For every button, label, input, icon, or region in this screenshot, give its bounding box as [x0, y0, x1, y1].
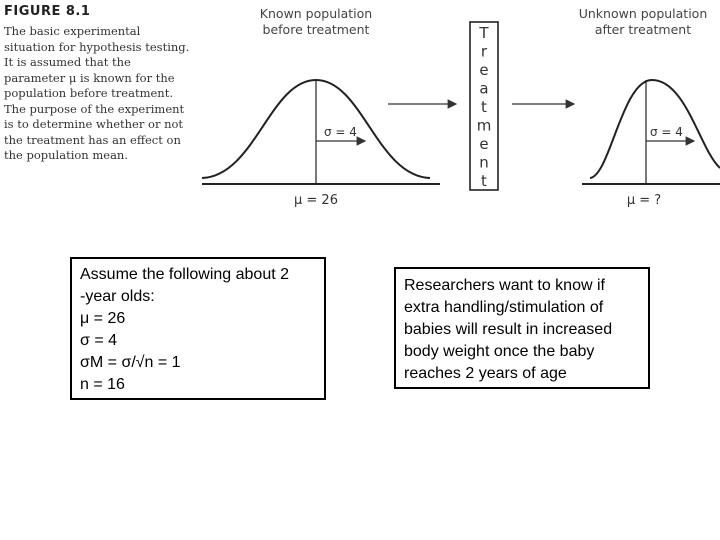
known-population-title-line2: before treatment: [262, 22, 370, 37]
treatment-letter: t: [481, 172, 487, 190]
treatment-letter: r: [480, 42, 488, 61]
assumptions-line: -year olds:: [80, 288, 155, 305]
figure-caption: The basic experimental situation for hypothesis testing. It is assumed that the parameter μ is known for the population before treatment. The purpose of the experiment is to determine whether or not the treatment has an effect on the population mean.: [4, 24, 190, 162]
unknown-population-mu-label: μ = ?: [626, 193, 662, 208]
research-line: body weight once the baby: [404, 343, 595, 360]
figure-label: FIGURE 8.1: [4, 4, 91, 19]
treatment-letter: t: [481, 98, 487, 116]
research-line: reaches 2 years of age: [404, 365, 567, 382]
research-line: Researchers want to know if: [404, 277, 605, 294]
treatment-letter: m: [476, 116, 492, 135]
unknown-population-title-line1: Unknown population: [578, 6, 708, 21]
treatment-letter: e: [479, 61, 489, 79]
assumptions-line: Assume the following about 2: [80, 266, 290, 283]
research-line: babies will result in increased: [404, 321, 613, 338]
unknown-population-sigma-label: σ = 4: [650, 125, 683, 139]
assumptions-box: [70, 257, 326, 400]
treatment-letter: a: [479, 79, 489, 98]
assumptions-line: σM = σ/√n = 1: [80, 354, 181, 371]
research-line: extra handling/stimulation of: [404, 299, 604, 316]
known-population-sigma-label: σ = 4: [324, 125, 357, 139]
unknown-population-title-line2: after treatment: [594, 22, 692, 37]
assumptions-line: n = 16: [80, 376, 125, 393]
research-question-box: [394, 267, 650, 389]
assumptions-line: μ = 26: [80, 310, 126, 327]
assumptions-line: σ = 4: [80, 332, 118, 349]
hypothesis-testing-diagram: [0, 0, 720, 240]
treatment-letter: e: [479, 135, 489, 153]
known-population-mu-label: μ = 26: [294, 193, 338, 208]
known-population-title-line1: Known population: [259, 6, 373, 21]
treatment-letter: n: [479, 153, 489, 172]
treatment-letter: T: [479, 24, 489, 42]
